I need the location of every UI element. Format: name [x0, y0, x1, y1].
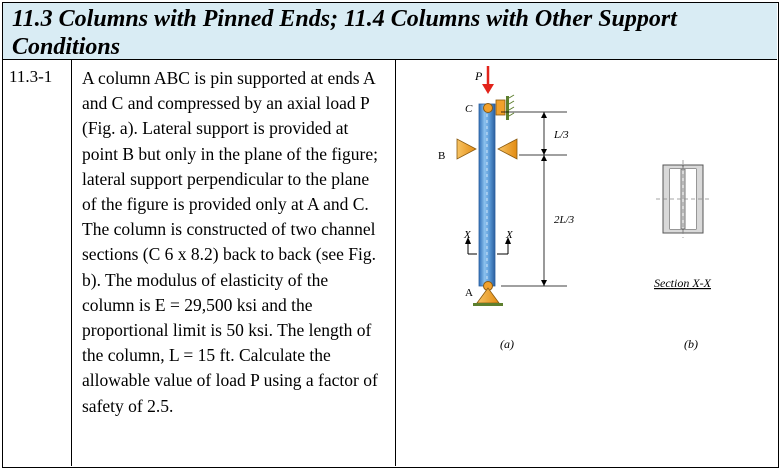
label-a: A: [465, 287, 473, 299]
figure-svg: [397, 60, 777, 466]
load-label: P: [475, 69, 483, 83]
label-x-left: X: [464, 229, 471, 241]
problem-table: [2, 2, 779, 468]
channel-cross-section: [656, 160, 711, 238]
dim-bottom-label: 2L/3: [554, 214, 575, 226]
problem-text-cell: [73, 60, 396, 466]
dim-top-label: L/3: [554, 129, 569, 141]
pin-c: [484, 104, 493, 113]
lateral-support-b-left: [457, 139, 476, 159]
section-label: Section X-X: [654, 276, 711, 290]
load-arrow: [482, 66, 494, 94]
lateral-support-b-right: [498, 139, 517, 159]
problem-statement: A column ABC is pin supported at ends A and C and compressed by an axial load P (Fig. a). Lateral support is provided at point B but only in the plane of the figure; lateral support perpendicular to the plane of the figure is provided only at A and C. The column is constructed of two channel sections (C 6 x 8.2) back to back (see Fig. b). The modulus of elasticity of the column is E = 29,500 ksi and the proportional limit is 50 ksi. The length of the column, L = 15 ft. Calculate the allowable value of load P using a factor of safety of 2.5.: [82, 68, 378, 416]
top-roller-support: [496, 95, 514, 120]
problem-number: 11.3-1: [9, 67, 53, 86]
label-x-right: X: [506, 229, 513, 241]
section-header: [3, 3, 777, 60]
figure-b-caption: (b): [684, 337, 698, 351]
section-title: 11.3 Columns with Pinned Ends; 11.4 Columns with Other Support Conditions: [12, 6, 677, 60]
figure-cell: [397, 60, 777, 466]
label-c: C: [465, 103, 473, 115]
problem-number-cell: [3, 60, 72, 466]
pin-support-a: [477, 288, 499, 303]
ground-a: [473, 303, 503, 306]
label-b: B: [438, 150, 446, 162]
figure-a-caption: (a): [500, 337, 514, 351]
